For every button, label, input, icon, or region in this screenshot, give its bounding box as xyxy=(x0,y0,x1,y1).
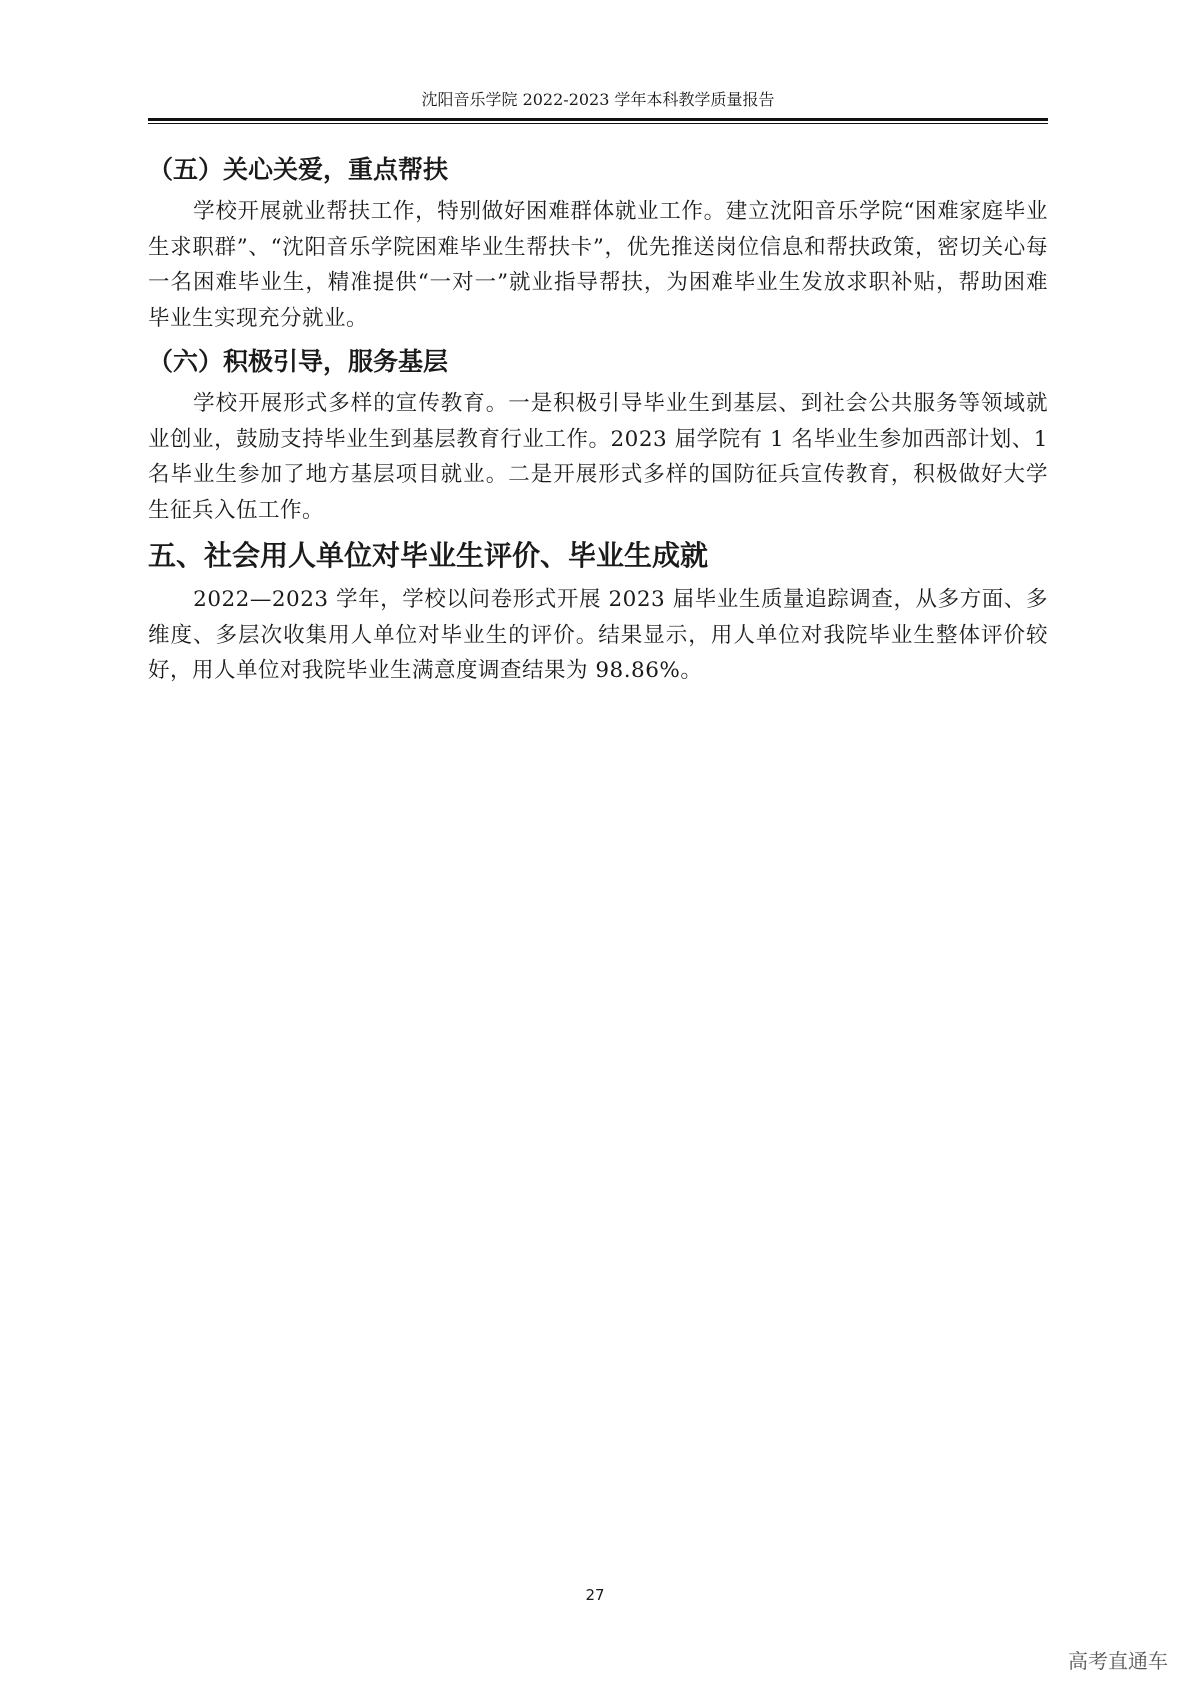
header-rule-thin xyxy=(148,123,1048,124)
watermark: 高考直通车 xyxy=(1068,1649,1168,1673)
header-rule-thick xyxy=(148,118,1048,121)
document-body xyxy=(148,150,1048,695)
page-header-title: 沈阳音乐学院 2022-2023 学年本科教学质量报告 xyxy=(421,90,775,109)
section-heading-6: （六）积极引导，服务基层 xyxy=(148,347,449,376)
section-paragraph-5: 学校开展就业帮扶工作，特别做好困难群体就业工作。建立沈阳音乐学院“困难家庭毕业生求职群”、“沈阳音乐学院困难毕业生帮扶卡”，优先推送岗位信息和帮扶政策，密切关心每一名困难毕业生，精准提供“一对一”就业指导帮扶，为困难毕业生发放求职补贴，帮助困难毕业生实现充分就业。 xyxy=(148,199,1048,331)
page-number: 27 xyxy=(585,1586,605,1604)
section-heading-5: （五）关心关爱，重点帮扶 xyxy=(148,155,449,184)
chapter-paragraph: 2022—2023 学年，学校以问卷形式开展 2023 届毕业生质量追踪调查，从多方面、多维度、多层次收集用人单位对毕业生的评价。结果显示，用人单位对我院毕业生整体评价较好，用人单位对我院毕业生满意度调查结果为 98.86%。 xyxy=(148,587,1048,683)
section-paragraph-6: 学校开展形式多样的宣传教育。一是积极引导毕业生到基层、到社会公共服务等领域就业创业，鼓励支持毕业生到基层教育行业工作。2023 届学院有 1 名毕业生参加西部计划、1 名毕业生参加了地方基层项目就业。二是开展形式多样的国防征兵宣传教育，积极做好大学生征兵入伍工作。 xyxy=(148,391,1048,523)
chapter-heading: 五、社会用人单位对毕业生评价、毕业生成就 xyxy=(148,539,709,572)
